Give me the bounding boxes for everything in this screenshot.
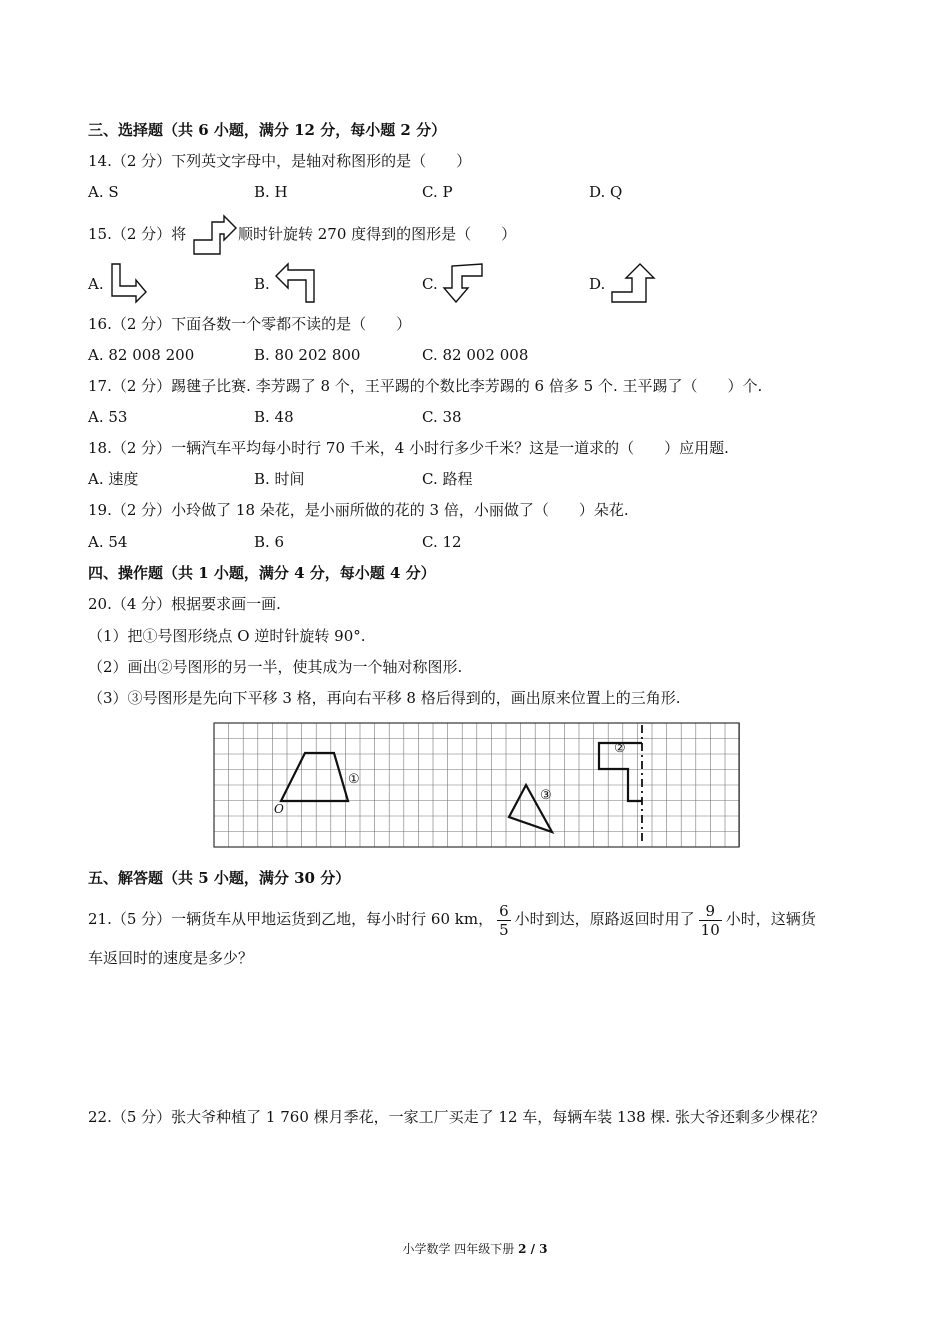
question-17-stem: 17.（2 分）踢毽子比赛. 李芳踢了 8 个，王平踢的个数比李芳踢的 6 倍多 5 个. 王平踢了（ ）个. [88, 377, 763, 395]
q20-sub-3: （3）③号图形是先向下平移 3 格，再向右平移 8 格后得到的，画出原来位置上的三角形. [88, 689, 681, 707]
shape-1-label: ① [348, 772, 360, 787]
question-22-stem: 22.（5 分）张大爷种植了 1 760 棵月季花，一家工厂买走了 12 车，每辆车装 138 棵. 张大爷还剩多少棵花？ [88, 1108, 825, 1126]
q16-option-b: B. 80 202 800 [254, 346, 361, 364]
q15-option-c-shape-icon [442, 262, 488, 304]
q20-sub-2: （2）画出②号图形的另一半，使其成为一个轴对称图形. [88, 658, 463, 676]
q21-part-2: 小时到达，原路返回时用了 [514, 910, 695, 928]
q14-option-c: C. P [422, 183, 453, 201]
q18-option-c: C. 路程 [422, 470, 473, 488]
section-3-title: 三、选择题（共 6 小题，满分 12 分，每小题 2 分） [88, 121, 447, 139]
q15-option-c-label: C. [422, 275, 438, 293]
q17-option-a: A. 53 [88, 408, 128, 426]
section-5-title: 五、解答题（共 5 小题，满分 30 分） [88, 869, 351, 887]
q14-option-a: A. S [88, 183, 119, 201]
q15-option-a-shape-icon [110, 262, 150, 304]
q14-option-b: B. H [254, 183, 288, 201]
shape-2-label: ② [614, 741, 626, 756]
q21-frac2-numerator: 9 [705, 901, 715, 920]
page-number: 2 / 3 [518, 1242, 548, 1256]
question-21-line-2: 车返回时的速度是多少？ [88, 949, 254, 967]
question-16-stem: 16.（2 分）下面各数一个零都不读的是（ ） [88, 315, 412, 333]
q21-part-3: 小时，这辆货 [725, 910, 816, 928]
q21-frac1-denominator: 5 [499, 920, 509, 939]
q15-source-shape-icon [192, 214, 240, 258]
q20-grid-figure [212, 721, 742, 851]
q21-part-1: 21.（5 分）一辆货车从甲地运货到乙地，每小时行 60 km， [88, 910, 494, 928]
q15-option-a-label: A. [88, 275, 104, 293]
q21-frac2-denominator: 10 [700, 920, 720, 939]
q19-option-c: C. 12 [422, 533, 462, 551]
q20-sub-1: （1）把①号图形绕点 O 逆时针旋转 90°. [88, 627, 366, 645]
q21-fraction-1 [497, 902, 511, 939]
question-14-stem: 14.（2 分）下列英文字母中，是轴对称图形的是（ ） [88, 152, 472, 170]
question-20-stem: 20.（4 分）根据要求画一画. [88, 595, 281, 613]
q16-option-c: C. 82 002 008 [422, 346, 529, 364]
shape-1-trapezoid [281, 753, 348, 801]
q18-option-b: B. 时间 [254, 470, 305, 488]
question-15-prefix: 15.（2 分）将 [88, 225, 187, 243]
section-4-title: 四、操作题（共 1 小题，满分 4 分，每小题 4 分） [88, 564, 436, 582]
q14-option-d: D. Q [589, 183, 623, 201]
question-21-line-1 [88, 898, 816, 940]
q19-option-b: B. 6 [254, 533, 285, 551]
question-15-suffix: 顺时针旋转 270 度得到的图形是（ ） [238, 225, 517, 243]
shape-3-label: ③ [540, 788, 552, 803]
point-o-label: O [274, 802, 284, 816]
q16-option-a: A. 82 008 200 [88, 346, 195, 364]
q21-fraction-2 [699, 902, 722, 939]
q15-option-b-shape-icon [274, 262, 320, 304]
q17-option-c: C. 38 [422, 408, 462, 426]
q21-frac1-numerator: 6 [499, 901, 509, 920]
question-18-stem: 18.（2 分）一辆汽车平均每小时行 70 千米，4 小时行多少千米？这是一道求的（ ）应用题. [88, 439, 729, 457]
q19-option-a: A. 54 [88, 533, 128, 551]
question-19-stem: 19.（2 分）小玲做了 18 朵花，是小丽所做的花的 3 倍，小丽做了（ ）朵花. [88, 501, 629, 519]
q17-option-b: B. 48 [254, 408, 294, 426]
q15-option-b-label: B. [254, 275, 270, 293]
page-footer [0, 1240, 950, 1257]
q18-option-a: A. 速度 [88, 470, 139, 488]
footer-text: 小学数学 四年级下册 [402, 1242, 519, 1256]
q15-option-d-label: D. [589, 275, 606, 293]
q15-option-d-shape-icon [610, 262, 656, 304]
